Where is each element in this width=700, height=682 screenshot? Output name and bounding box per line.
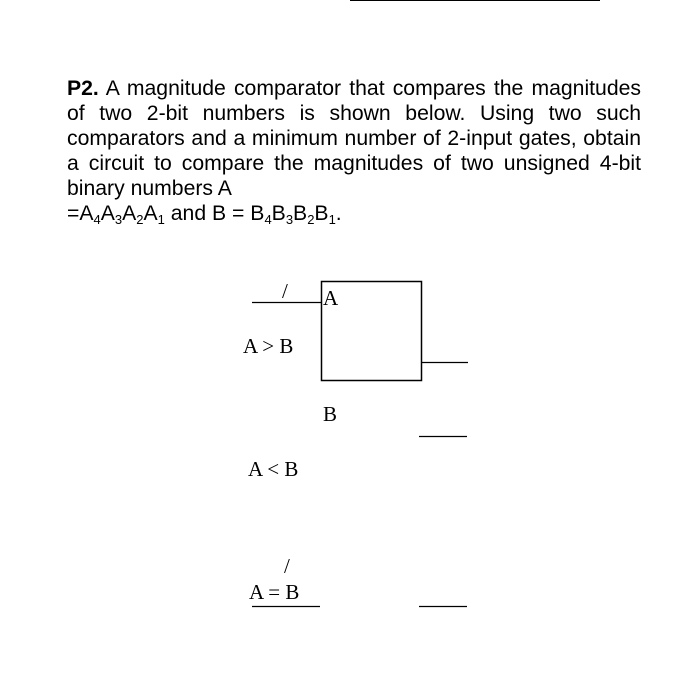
top-divider bbox=[350, 0, 600, 1]
a-subscript-1: 1 bbox=[157, 212, 165, 227]
input-a-bus-slash: / bbox=[282, 279, 288, 303]
a-equals: =A bbox=[67, 202, 94, 225]
b-subscript-1: 1 bbox=[328, 212, 336, 227]
b-subscript-2: 2 bbox=[307, 212, 315, 227]
input-b-label: B bbox=[323, 402, 338, 426]
problem-statement bbox=[67, 76, 641, 226]
problem-label: P2. bbox=[67, 77, 99, 100]
b-equals: B = B bbox=[212, 202, 265, 225]
operand-definition bbox=[67, 202, 342, 225]
output-lt-label: A < B bbox=[248, 457, 299, 481]
and-word: and bbox=[170, 202, 207, 225]
a-subscript-2: 2 bbox=[136, 212, 144, 227]
a-subscript-3: 3 bbox=[114, 212, 123, 227]
input-a-label: A bbox=[323, 286, 339, 310]
b-subscript-4: 4 bbox=[264, 212, 272, 227]
a-letter-3: A bbox=[100, 202, 115, 225]
a-letter-2: A bbox=[122, 202, 137, 225]
output-gt-label: A > B bbox=[243, 334, 294, 358]
input-b-bus-slash: / bbox=[284, 554, 290, 578]
b-letter-1: B bbox=[314, 202, 329, 225]
end-period: . bbox=[335, 202, 342, 225]
output-eq-label: A = B bbox=[249, 580, 300, 604]
a-letter-1: A bbox=[143, 202, 158, 225]
b-subscript-3: 3 bbox=[285, 212, 294, 227]
b-letter-2: B bbox=[293, 202, 308, 225]
a-subscript-4: 4 bbox=[93, 212, 101, 227]
b-letter-3: B bbox=[271, 202, 286, 225]
problem-body: A magnitude comparator that compares the magnitudes of two 2-bit numbers is shown below. Using two such comparators and a minimum number of 2-input gates, obtain a circuit to compare the magnitudes of two unsigned 4-bit binary numbers A bbox=[67, 77, 641, 200]
